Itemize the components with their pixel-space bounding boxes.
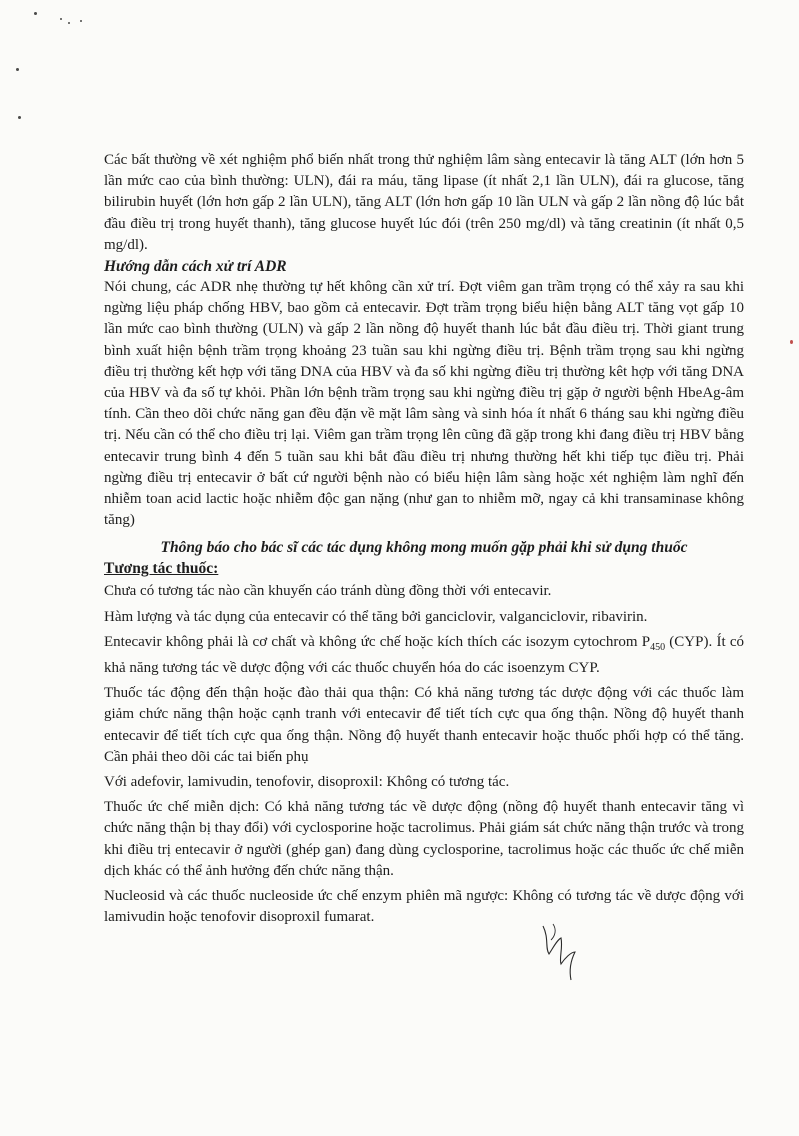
adr-management-paragraph: Nói chung, các ADR nhẹ thường tự hết không cần xử trí. Đợt viêm gan trầm trọng có thể xảy ra sau khi ngừng liệu pháp chống HBV, bao gồm cả entecavir. Đợt trầm trọng biểu hiện bằng ALT tăng vọt gấp 10 lần mức cao bình thường (ULN) và gấp 2 lần nồng độ huyết thanh lúc bắt đầu điều trị. Thời giant trung bình xuất hiện bệnh trầm trọng khoảng 23 tuần sau khi ngừng điều trị. Bệnh trầm trọng sau khi ngừng điều trị thường kết hợp với tăng DNA của HBV và đa số khi ngừng điều trị thường kêt hợp với tăng DNA của HBV và đa số tự khỏi. Phần lớn bệnh trầm trọng sau khi ngừng điều trị gặp ở người bệnh HbeAg-âm tính. Cần theo dõi chức năng gan đều đặn về mặt lâm sàng và sinh hóa ít nhất 6 tháng sau khi ngừng điều trị. Nếu cần có thể cho điều trị lại. Viêm gan trầm trọng lên cũng đã gặp trong khi đang điều trị HBV bằng entecavir trung bình 4 đến 5 tuần sau khi bắt đầu điều trị nhưng thường hết khi tiếp tục điều trị. Phải ngừng điều trị entecavir ở bất cứ người bệnh nào có biểu hiện lâm sàng hoặc xét nghiệm làm nghĩ đến nhiễm toan acid lactic hoặc nhiễm độc gan nặng (như gan to nhiễm mỡ, ngay cả khi transaminase không tăng) <box>104 279 744 529</box>
scan-speck <box>34 12 37 15</box>
drug-interactions-heading: Tương tác thuốc: <box>104 560 219 578</box>
cyp-subscript: 450 <box>650 641 666 653</box>
scan-speck <box>80 20 82 22</box>
interaction-text: (CYP). Ít có khả năng tương tác về dược động với các thuốc chuyển hóa do các isoenzym CYP. <box>104 633 744 677</box>
interaction-item: Thuốc ức chế miễn dịch: Có khả năng tương tác về dược động (nồng độ huyết thanh entecavir tăng vì chức năng thận bị thay đổi) với cyclosporine hoặc tacrolimus. Phải giám sát chức năng thận trước và trong khi điều trị entecavir ở người (ghép gan) đang dùng cyclosporine, tacrolimus hoặc các thuốc ức chế miễn dịch khác có thể ảnh hưởng đến chức năng thận. <box>104 799 744 879</box>
interaction-text: Entecavir không phải là cơ chất và không ức chế hoặc kích thích các isozym cytochrom P <box>104 633 651 650</box>
scan-speck <box>18 116 21 119</box>
interaction-item: Hàm lượng và tác dụng của entecavir có thể tăng bởi ganciclovir, valganciclovir, ribavirin. <box>104 608 648 625</box>
interaction-item: Nucleosid và các thuốc nucleoside ức chế enzym phiên mã ngược: Không có tương tác về dược động với lamivudin hoặc tenofovir disoproxil fumarat. <box>104 888 744 926</box>
handwritten-signature-icon <box>535 918 595 988</box>
interaction-item: Thuốc tác động đến thận hoặc đào thải qua thận: Có khả năng tương tác dược động với các thuốc làm giảm chức năng thận hoặc cạnh tranh với entecavir để tiết tích cực qua ống thận. Nồng độ huyết thanh entecavir để tiết tích cực qua ống thận. Nồng độ huyết thanh entecavir hoặc thuốc phối hợp có thể tăng. Cần phải theo dõi các tai biến phụ <box>104 685 744 765</box>
interaction-item <box>104 632 744 679</box>
adr-management-heading: Hướng dẫn cách xử trí ADR <box>104 258 287 276</box>
lab-abnormalities-paragraph: Các bất thường về xét nghiệm phổ biến nhất trong thử nghiệm lâm sàng entecavir là tăng ALT (lớn hơn 5 lần mức cao của bình thường: ULN), đái ra máu, tăng lipase (ít nhất 2,1 lần ULN), đái ra glucose, tăng bilirubin huyết (lớn hơn gấp 2 lần ULN), tăng ALT (lớn hơn gấp 10 lần ULN và gấp 2 lần nồng độ lúc bắt đầu điều trị trong huyết thanh), tăng glucose huyết lúc đói (trên 250 mg/dl) và tăng creatinin (ít nhất 0,5 mg/dl). <box>104 152 744 253</box>
scan-speck <box>16 68 19 71</box>
scan-speck <box>790 340 793 344</box>
interaction-item: Với adefovir, lamivudin, tenofovir, disoproxil: Không có tương tác. <box>104 774 510 791</box>
interaction-item: Chưa có tương tác nào cần khuyến cáo tránh dùng đồng thời với entecavir. <box>104 583 552 600</box>
scan-speck <box>60 18 62 20</box>
document-body <box>104 150 744 933</box>
notify-doctor-line: Thông báo cho bác sĩ các tác dụng không mong muốn gặp phải khi sử dụng thuốc <box>160 539 688 557</box>
scan-speck <box>68 22 70 24</box>
